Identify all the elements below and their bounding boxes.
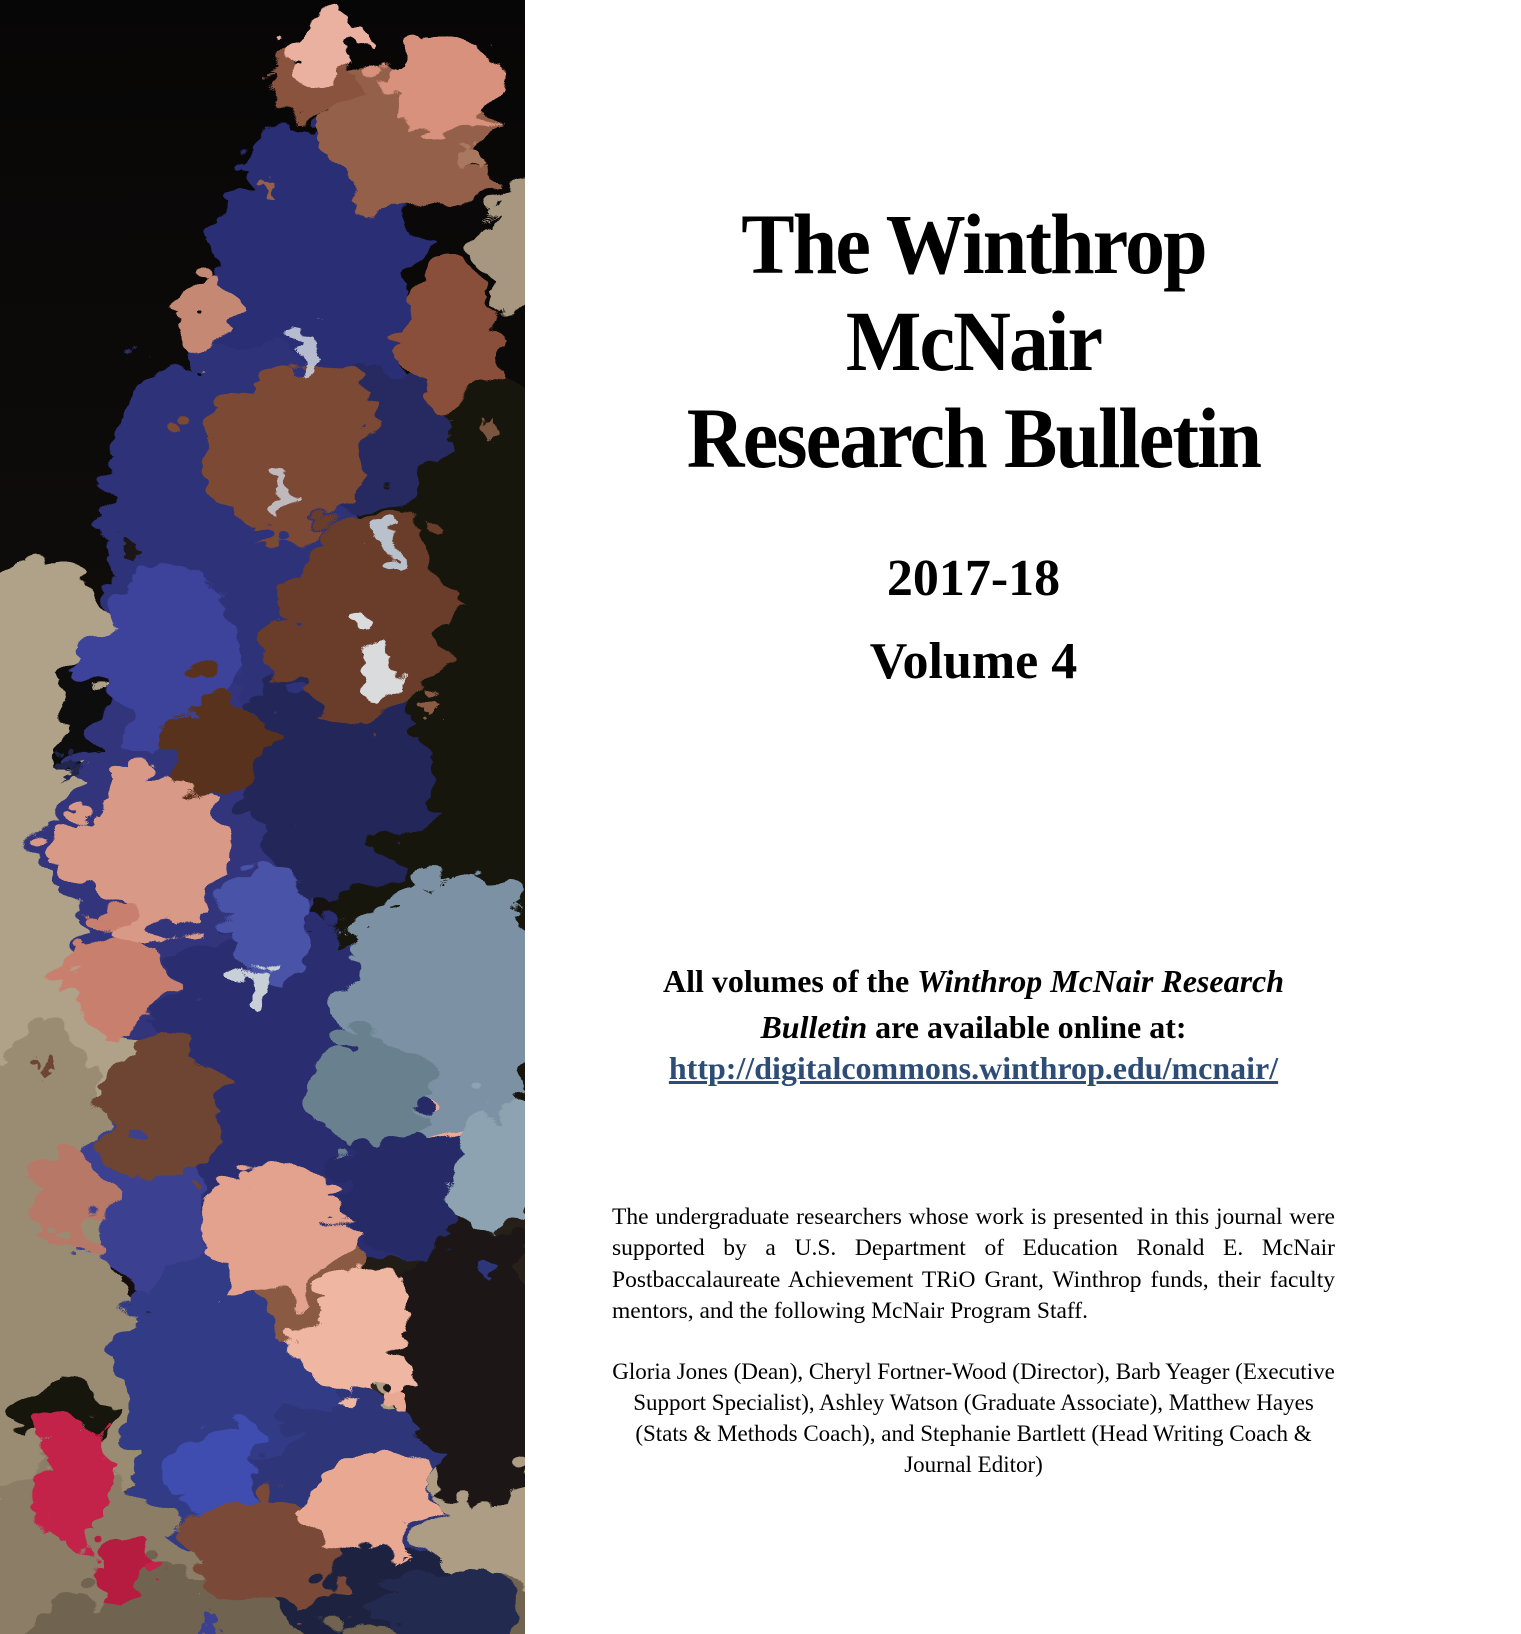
cover-artwork	[0, 0, 525, 1634]
availability-text: All volumes of the	[662, 963, 918, 999]
availability-note	[612, 958, 1335, 1050]
availability-text-cont: are available online at:	[867, 1009, 1187, 1045]
abstract-painting	[0, 0, 525, 1634]
link-line	[612, 1050, 1335, 1087]
title-line-1: The Winthrop McNair	[741, 196, 1206, 389]
staff-paragraph: Gloria Jones (Dean), Cheryl Fortner-Wood (Director), Barb Yeager (Executive Support Specialist), Ashley Watson (Graduate Associate), Matthew Hayes (Stats & Methods Coach), and Stephanie Bartlett (Head Writing Coach & Journal Editor)	[612, 1359, 1335, 1477]
support-paragraph: The undergraduate researchers whose work is presented in this journal were supported by a U.S. Department of Education Ronald E. McNair Postbaccalaureate Achievement TRiO Grant, Winthrop funds, their faculty mentors, and the following McNair Program Staff.	[612, 1204, 1335, 1325]
cover-content	[525, 0, 1521, 1634]
page-title	[637, 196, 1309, 487]
journal-title-italic-cont: Bulletin	[760, 1009, 868, 1045]
journal-title-italic: Winthrop McNair Research	[917, 963, 1285, 999]
volume-label: Volume 4	[869, 633, 1078, 690]
digitalcommons-link[interactable]: http://digitalcommons.winthrop.edu/mcnair/	[668, 1050, 1279, 1086]
year-label: 2017-18	[886, 550, 1061, 607]
title-line-2: Research Bulletin	[686, 390, 1261, 486]
